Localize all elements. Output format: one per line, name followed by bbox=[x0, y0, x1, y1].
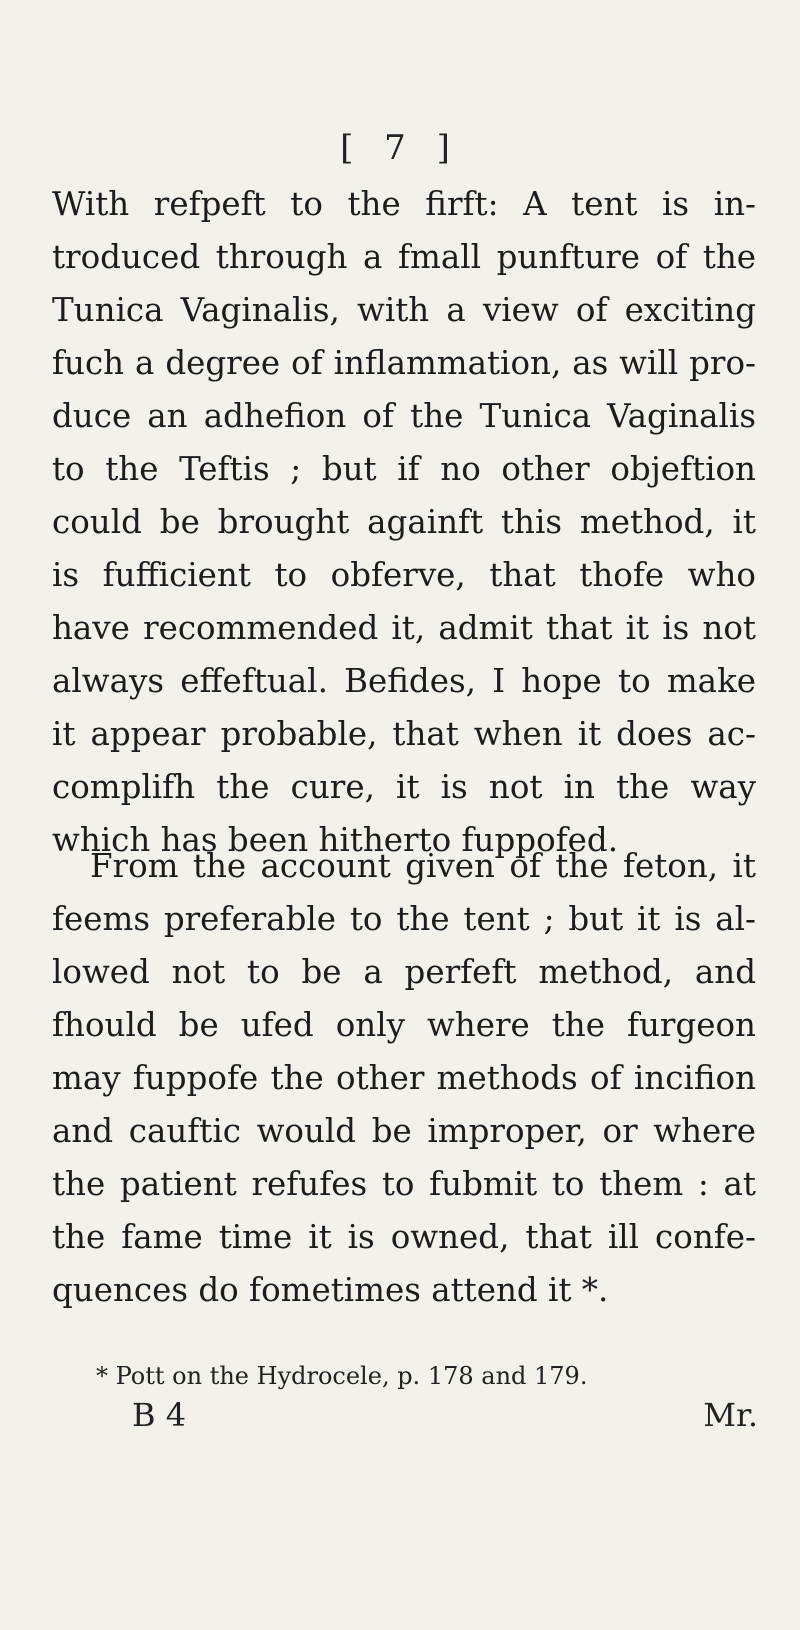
text-line: fuch a degree of inflammation, as will pro- bbox=[52, 344, 756, 382]
text-line: and cauftic would be improper, or where bbox=[52, 1112, 756, 1150]
text-line: to the Teftis ; but if no other objeftion bbox=[52, 450, 756, 488]
signature-mark: B 4 bbox=[132, 1396, 187, 1434]
paragraph-2 bbox=[52, 840, 756, 1317]
text-line: duce an adhefion of the Tunica Vaginalis bbox=[52, 397, 756, 435]
text-line: could be brought againft this method, it bbox=[52, 503, 756, 541]
text-line: Tunica Vaginalis, with a view of exciting bbox=[52, 291, 756, 329]
page-footer bbox=[132, 1394, 758, 1436]
text-line: quences do fometimes attend it *. bbox=[52, 1271, 609, 1309]
text-line: is fufficient to obferve, that thofe who bbox=[52, 556, 756, 594]
footnote: * Pott on the Hydrocele, p. 178 and 179. bbox=[96, 1362, 588, 1390]
text-line: always effeftual. Befides, I hope to make bbox=[52, 662, 756, 700]
text-line: feems preferable to the tent ; but it is al- bbox=[52, 900, 756, 938]
text-line: it appear probable, that when it does ac- bbox=[52, 715, 756, 753]
text-line: the patient refufes to fubmit to them : at bbox=[52, 1165, 756, 1203]
text-line: troduced through a fmall punfture of the bbox=[52, 238, 756, 276]
text-line: the fame time it is owned, that ill confe- bbox=[52, 1218, 756, 1256]
text-line: fhould be ufed only where the furgeon bbox=[52, 1006, 756, 1044]
text-line: may fuppofe the other methods of incifion bbox=[52, 1059, 756, 1097]
text-line: complifh the cure, it is not in the way bbox=[52, 768, 756, 806]
text-line: have recommended it, admit that it is not bbox=[52, 609, 756, 647]
paragraph-1 bbox=[52, 178, 756, 867]
text-line: lowed not to be a perfeft method, and bbox=[52, 953, 756, 991]
text-line: From the account given of the feton, it bbox=[90, 847, 756, 885]
page-number-header: [ 7 ] bbox=[340, 128, 460, 168]
catchword: Mr. bbox=[703, 1396, 758, 1434]
text-line: With refpeft to the firft: A tent is in- bbox=[52, 185, 756, 223]
text-line: which has been hitherto fuppofed. bbox=[52, 821, 619, 859]
